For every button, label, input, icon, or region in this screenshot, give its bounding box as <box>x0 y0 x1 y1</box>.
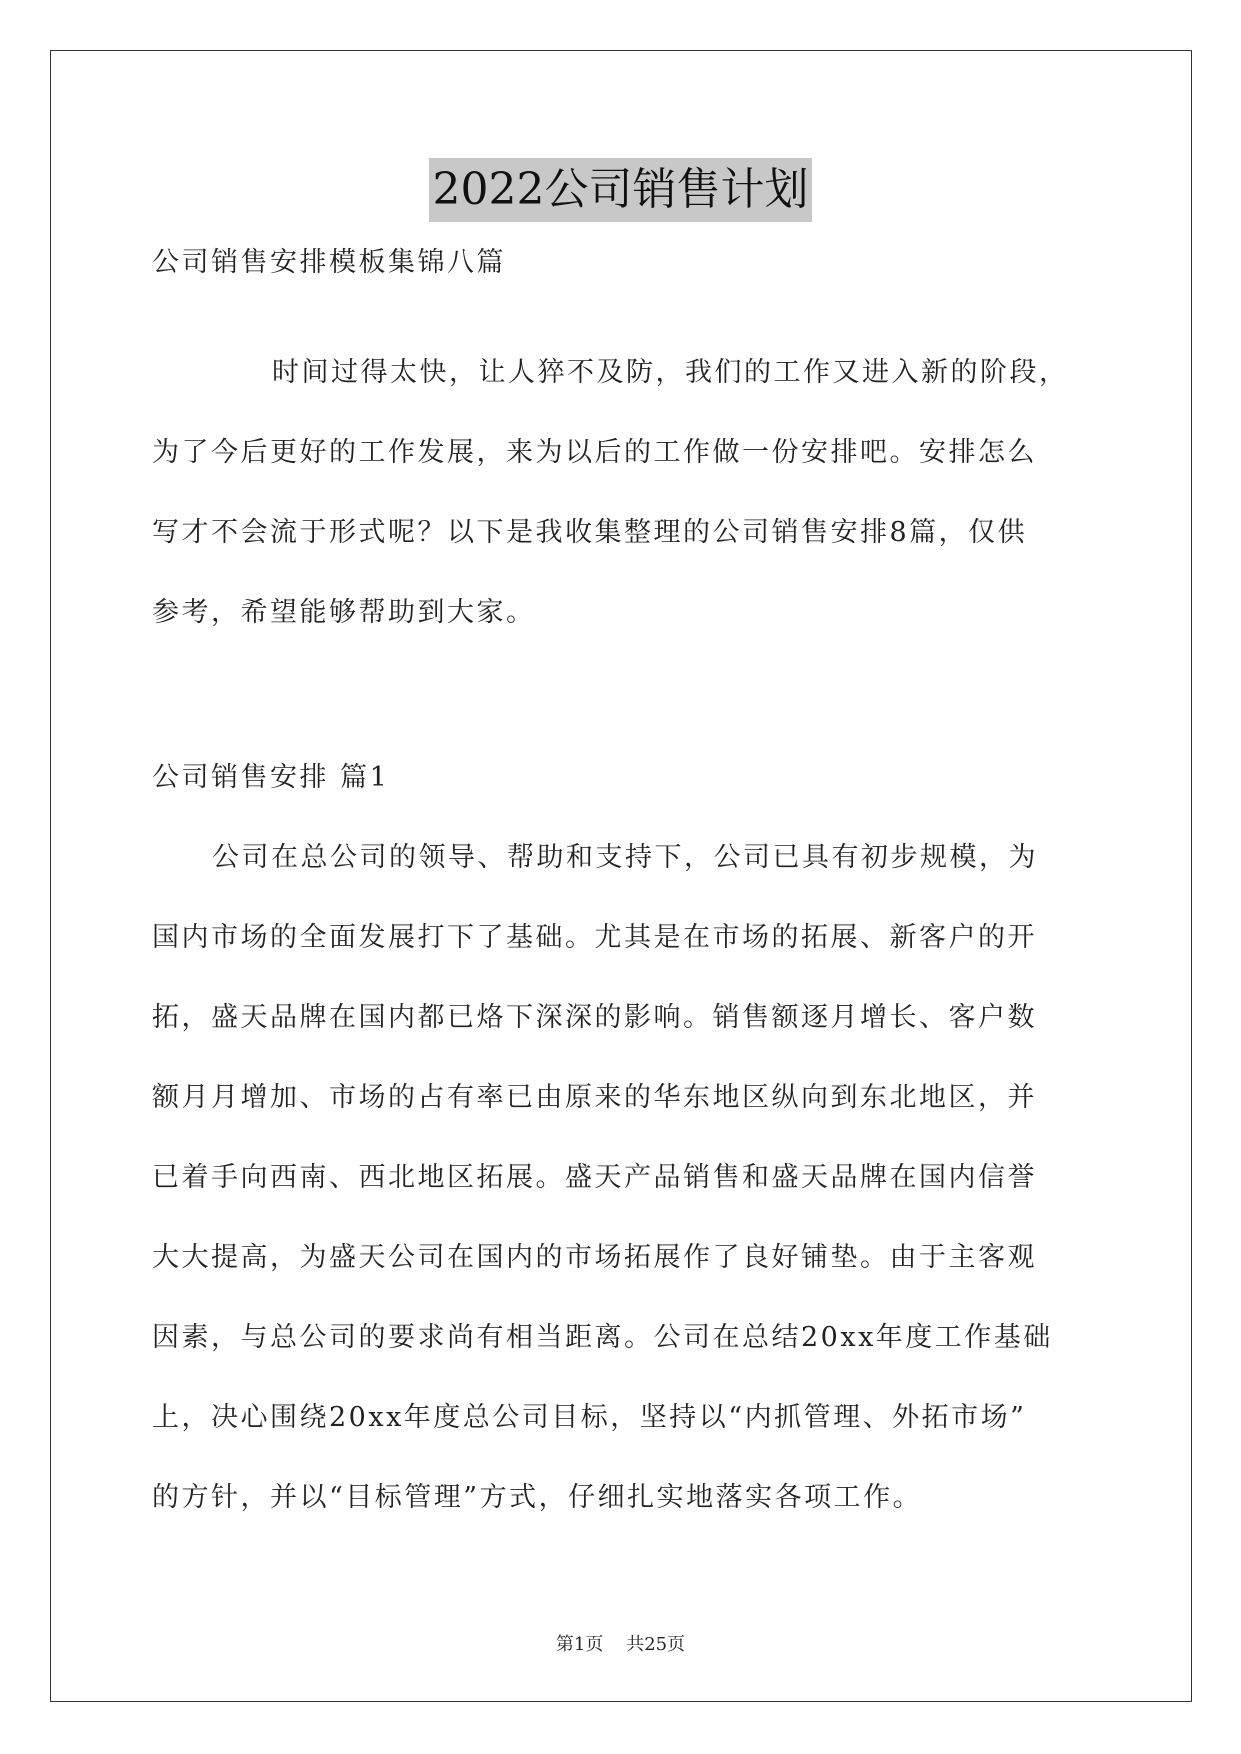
page-border <box>50 50 1192 1702</box>
section1-heading: 公司销售安排 篇1 <box>152 762 390 793</box>
section1-line-5: 已着手向西南、西北地区拓展。盛天产品销售和盛天品牌在国内信誉 <box>152 1162 1037 1193</box>
section1-line-6: 大大提高，为盛天公司在国内的市场拓展作了良好铺垫。由于主客观 <box>152 1242 1037 1273</box>
section1-line-3: 拓，盛天品牌在国内都已烙下深深的影响。销售额逐月增长、客户数 <box>152 1002 1037 1033</box>
section1-line-1: 公司在总公司的领导、帮助和支持下，公司已具有初步规模，为 <box>212 842 1038 873</box>
intro-line-3: 写才不会流于形式呢？以下是我收集整理的公司销售安排8篇，仅供 <box>152 517 1028 548</box>
section1-line-8: 上，决心围绕20xx年度总公司目标，坚持以“内抓管理、外拓市场” <box>152 1402 1027 1433</box>
title-wrapper <box>0 158 1241 222</box>
section1-line-2: 国内市场的全面发展打下了基础。尤其是在市场的拓展、新客户的开 <box>152 922 1037 953</box>
intro-line-4: 参考，希望能够帮助到大家。 <box>152 597 536 628</box>
section1-line-9: 的方针，并以“目标管理”方式，仔细扎实地落实各项工作。 <box>152 1482 923 1513</box>
section1-line-4: 额月月增加、市场的占有率已由原来的华东地区纵向到东北地区，并 <box>152 1082 1037 1113</box>
page-footer: 第1页 共25页 <box>555 1634 686 1655</box>
document-subtitle: 公司销售安排模板集锦八篇 <box>152 247 506 278</box>
document-title: 2022公司销售计划 <box>429 158 813 222</box>
intro-line-1: 时间过得太快，让人猝不及防，我们的工作又进入新的阶段， <box>272 357 1069 388</box>
section1-line-7: 因素，与总公司的要求尚有相当距离。公司在总结20xx年度工作基础 <box>152 1322 1053 1353</box>
intro-line-2: 为了今后更好的工作发展，来为以后的工作做一份安排吧。安排怎么 <box>152 437 1037 468</box>
